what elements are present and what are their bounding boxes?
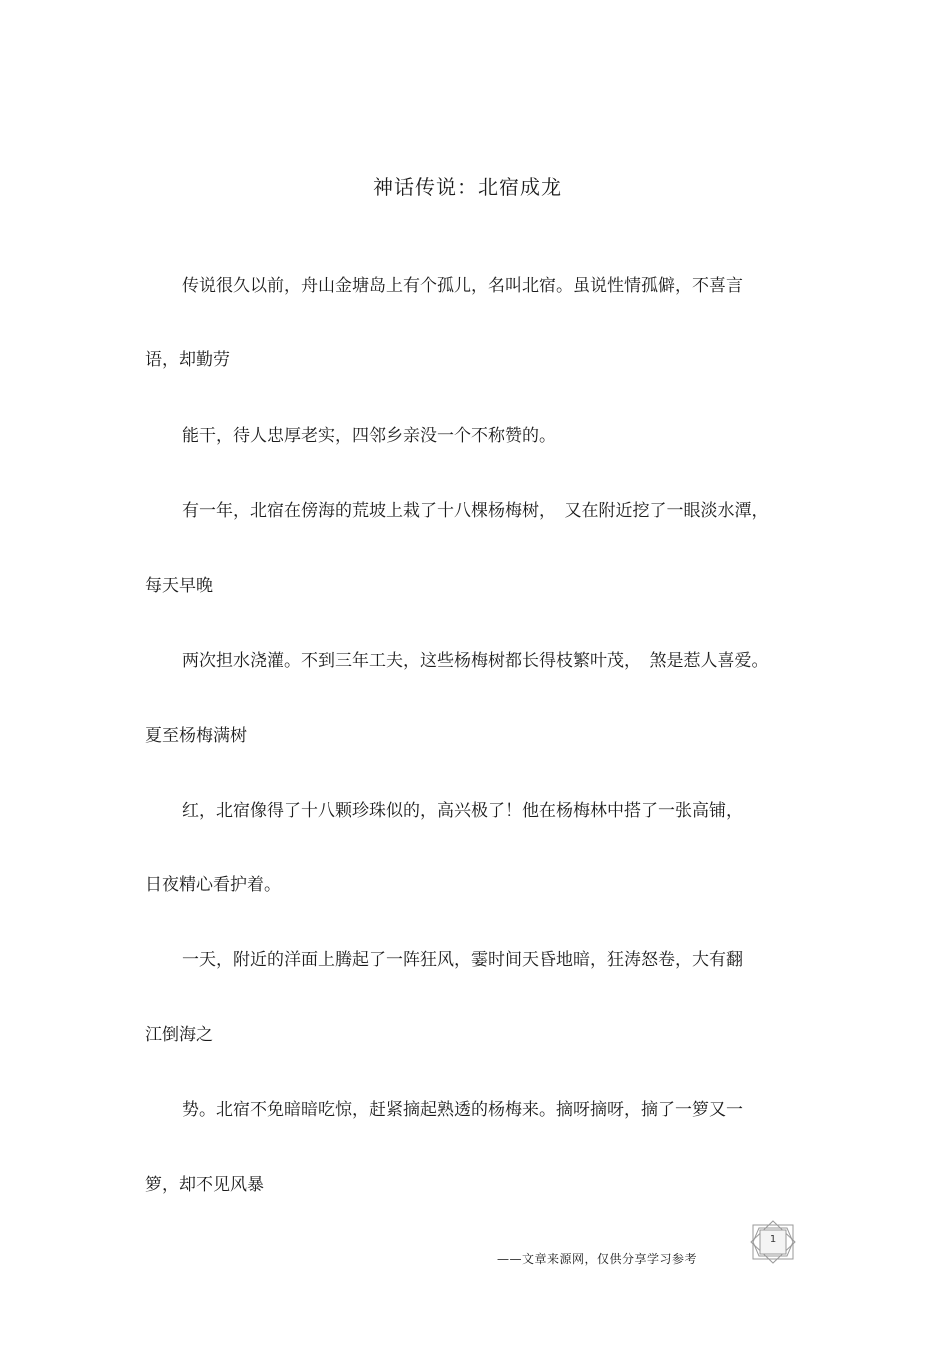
paragraph-line: 夏至杨梅满树 [145, 726, 247, 746]
paragraph-line: 能干，待人忠厚老实，四邻乡亲没一个不称赞的。 [182, 426, 556, 446]
paragraph-line: 语，却勤劳 [145, 350, 230, 370]
paragraph-line: 两次担水浇灌。不到三年工夫，这些杨梅树都长得枝繁叶茂， 煞是惹人喜爱。 [182, 651, 769, 671]
paragraph-line: 势。北宿不免暗暗吃惊，赶紧摘起熟透的杨梅来。摘呀摘呀，摘了一箩又一 [182, 1100, 743, 1120]
footer-source-text: ——文章来源网，仅供分享学习参考 [497, 1252, 698, 1266]
paragraph-line: 有一年，北宿在傍海的荒坡上栽了十八棵杨梅树， 又在附近挖了一眼淡水潭， [182, 501, 769, 521]
page-number: 1 [769, 1234, 777, 1245]
paragraph-line: 红，北宿像得了十八颗珍珠似的，高兴极了！他在杨梅林中搭了一张高铺， [182, 801, 743, 821]
paragraph-line: 一天，附近的洋面上腾起了一阵狂风，霎时间天昏地暗，狂涛怒卷，大有翻 [182, 950, 743, 970]
paragraph-line: 每天早晚 [145, 576, 213, 596]
paragraph-line: 日夜精心看护着。 [145, 875, 281, 895]
paragraph-line: 箩，却不见风暴 [145, 1175, 264, 1195]
paragraph-line: 江倒海之 [145, 1025, 213, 1045]
document-title: 神话传说：北宿成龙 [373, 175, 562, 199]
page-number-badge [748, 1220, 798, 1264]
paragraph-line: 传说很久以前，舟山金塘岛上有个孤儿，名叫北宿。虽说性情孤僻，不喜言 [182, 276, 743, 296]
